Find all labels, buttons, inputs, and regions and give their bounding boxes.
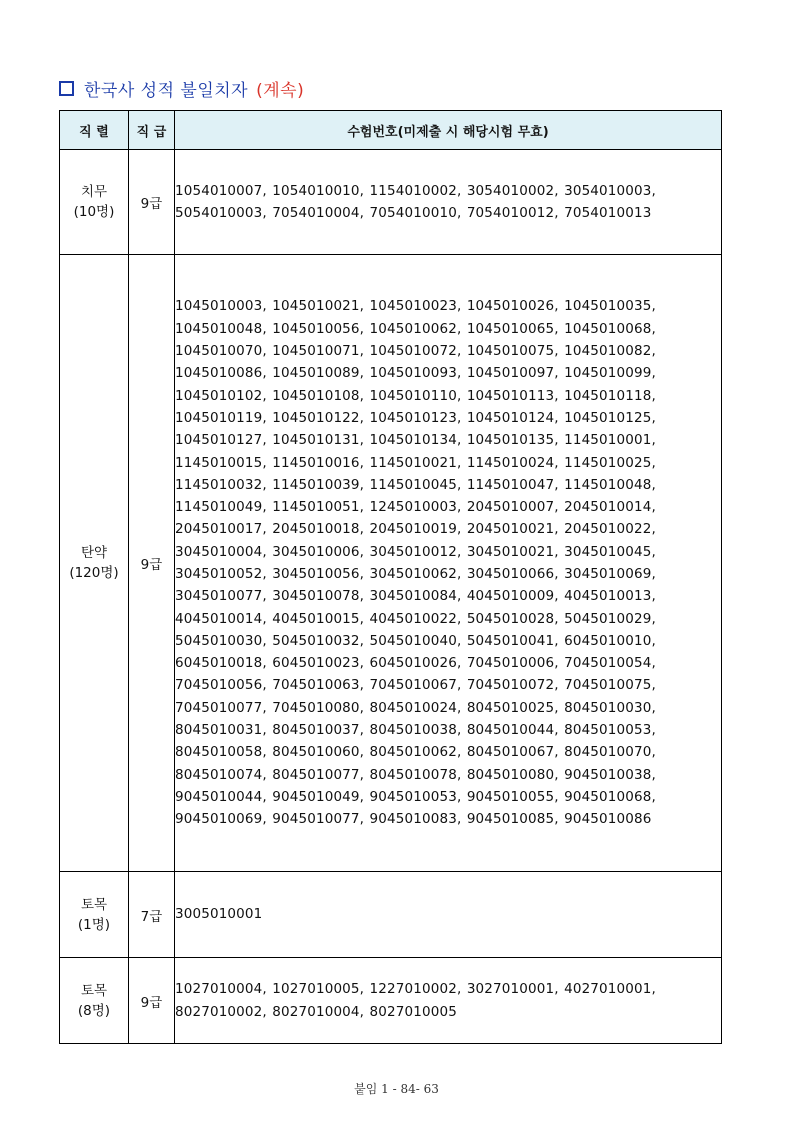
table-row <box>60 872 722 958</box>
page-footer: 붙임 1 - 84- 63 <box>354 1082 439 1096</box>
exam-number-line: 1045010003, 1045010021, 1045010023, 1045010026, 1045010035, <box>175 298 656 315</box>
section-title: 한국사 성적 불일치자 <box>84 81 249 101</box>
exam-number-line: 3045010052, 3045010056, 3045010062, 3045010066, 3045010069, <box>175 566 656 582</box>
series-name: 토목 <box>80 982 108 999</box>
exam-number-line: 1045010070, 1045010071, 1045010072, 1045010075, 1045010082, <box>175 343 656 360</box>
series-count: (10명) <box>73 204 115 220</box>
series-count: (8명) <box>77 1002 111 1019</box>
grade-cell: 7급 <box>129 872 175 958</box>
section-heading <box>59 76 304 101</box>
exam-number-line: 9045010069, 9045010077, 9045010083, 9045010085, 9045010086 <box>175 811 652 828</box>
header-series: 직 렬 <box>60 111 129 150</box>
ids-cell <box>175 958 722 1044</box>
ids-cell <box>175 150 722 255</box>
exam-number-line: 4045010014, 4045010015, 4045010022, 5045010028, 5045010029, <box>175 610 656 627</box>
exam-number-line: 7045010077, 7045010080, 8045010024, 8045010025, 8045010030, <box>175 699 656 716</box>
exam-number-line: 8045010031, 8045010037, 8045010038, 8045010044, 8045010053, <box>175 722 656 739</box>
table-row <box>60 150 722 255</box>
series-cell <box>60 872 129 958</box>
header-grade: 직 급 <box>129 111 175 150</box>
exam-number-line: 5045010030, 5045010032, 5045010040, 5045010041, 6045010010, <box>175 632 656 649</box>
series-cell <box>60 150 129 255</box>
grade-cell: 9급 <box>129 150 175 255</box>
ids-cell <box>175 872 722 958</box>
exam-number-line: 7045010056, 7045010063, 7045010067, 7045010072, 7045010075, <box>175 677 656 694</box>
exam-number-line: 1027010004, 1027010005, 1227010002, 3027010001, 4027010001, <box>175 981 656 998</box>
exam-number-line: 3005010001 <box>175 906 263 923</box>
table-row <box>60 255 722 872</box>
exam-number-line: 1045010127, 1045010131, 1045010134, 1045010135, 1145010001, <box>175 432 656 449</box>
series-name: 치무 <box>80 184 108 200</box>
exam-number-line: 6045010018, 6045010023, 6045010026, 7045010006, 7045010054, <box>175 655 656 672</box>
series-count: (1명) <box>77 916 111 933</box>
series-count: (120명) <box>69 565 119 581</box>
series-cell <box>60 958 129 1044</box>
exam-number-line: 1045010048, 1045010056, 1045010062, 1045010065, 1045010068, <box>175 320 656 337</box>
exam-number-line: 1045010119, 1045010122, 1045010123, 1045010124, 1045010125, <box>175 409 656 426</box>
continued-label: (계속) <box>256 81 305 101</box>
ids-cell <box>175 255 722 872</box>
table-header-row <box>60 111 722 150</box>
exam-number-line: 8045010074, 8045010077, 8045010078, 8045010080, 9045010038, <box>175 766 656 783</box>
exam-number-line: 1145010015, 1145010016, 1145010021, 1145010024, 1145010025, <box>175 454 656 471</box>
series-cell <box>60 255 129 872</box>
grade-cell: 9급 <box>129 255 175 872</box>
exam-number-line: 9045010044, 9045010049, 9045010053, 9045010055, 9045010068, <box>175 788 656 805</box>
exam-number-line: 1145010049, 1145010051, 1245010003, 2045010007, 2045010014, <box>175 499 656 516</box>
exam-number-line: 3045010077, 3045010078, 3045010084, 4045010009, 4045010013, <box>175 588 656 605</box>
table-row <box>60 958 722 1044</box>
grade-cell: 9급 <box>129 958 175 1044</box>
exam-number-line: 8045010058, 8045010060, 8045010062, 8045010067, 8045010070, <box>175 744 656 761</box>
exam-number-line: 2045010017, 2045010018, 2045010019, 2045010021, 2045010022, <box>175 521 656 538</box>
exam-number-line: 3045010004, 3045010006, 3045010012, 3045010021, 3045010045, <box>175 543 656 560</box>
exam-number-line: 1045010086, 1045010089, 1045010093, 1045010097, 1045010099, <box>175 365 656 382</box>
exam-number-line: 1045010102, 1045010108, 1045010110, 1045010113, 1045010118, <box>175 387 656 404</box>
exam-number-line: 1054010007, 1054010010, 1154010002, 3054010002, 3054010003, <box>175 182 656 199</box>
series-name: 토목 <box>80 896 108 913</box>
exam-number-line: 8027010002, 8027010004, 8027010005 <box>175 1003 457 1020</box>
exam-number-line: 1145010032, 1145010039, 1145010045, 1145010047, 1145010048, <box>175 476 656 493</box>
header-ids: 수험번호(미제출 시 해당시험 무효) <box>175 111 722 150</box>
exam-number-line: 5054010003, 7054010004, 7054010010, 7054010012, 7054010013 <box>175 205 652 221</box>
results-table <box>59 110 722 1044</box>
checkbox-icon <box>59 81 74 96</box>
series-name: 탄약 <box>80 545 108 561</box>
